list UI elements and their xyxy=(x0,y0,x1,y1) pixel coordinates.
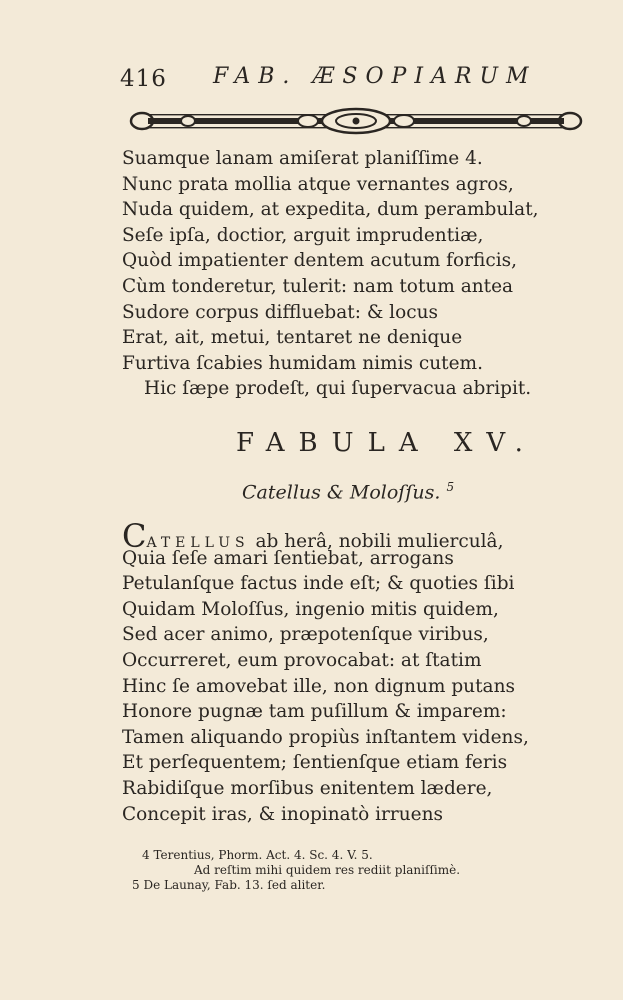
verse-line: Furtiva ſcabies humidam nimis cutem. xyxy=(122,352,483,374)
verse-line: Nunc prata mollia atque vernantes agros, xyxy=(122,173,514,195)
footnote-line: Ad reſtim mihi quidem res rediit planiſſimè. xyxy=(194,863,461,877)
fable-subtitle xyxy=(242,480,454,503)
verse-line: Quòd impatienter dentem acutum forficis, xyxy=(122,250,518,272)
verse-line: Quia ſeſe amari ſentiebat, arrogans xyxy=(122,547,454,569)
verse-line: Petulanſque factus inde eſt; & quoties ſibi xyxy=(122,573,515,595)
page-number: 416 xyxy=(120,66,167,92)
verse-line: Honore pugnæ tam puſillum & imparem: xyxy=(122,701,507,723)
fable-first-line xyxy=(122,517,529,555)
smallcaps-word: ATELLUS xyxy=(146,535,250,551)
verse-line: Tamen aliquando propiùs inſtantem videns, xyxy=(122,726,529,748)
footnote-line: 5 De Launay, Fab. 13. ſed aliter. xyxy=(132,878,326,892)
first-line-rest: ab herâ, nobili mulierculâ, xyxy=(255,531,504,552)
verse-line: Quidam Moloſſus, ingenio mitis quidem, xyxy=(122,598,499,620)
verse-line: Cùm tonderetur, tulerit: nam totum antea xyxy=(122,275,514,297)
footnote-line: 4 Terentius, Phorm. Act. 4. Sc. 4. V. 5. xyxy=(142,848,373,862)
verse-line: Seſe ipſa, doctior, arguit imprudentiæ, xyxy=(122,224,484,246)
verse-line: Sudore corpus diffluebat: & locus xyxy=(122,301,438,323)
fable-verse xyxy=(122,517,529,827)
verse-continued xyxy=(122,146,539,402)
verse-line: Rabidiſque morſibus enitentem lædere, xyxy=(122,777,493,799)
fable-heading: FABULA XV. xyxy=(236,428,537,458)
verse-line: Sed acer animo, præpotenſque viribus, xyxy=(122,624,489,646)
verse-line: Occurreret, eum provocabat: at ſtatim xyxy=(122,649,482,671)
verse-line: Hinc ſe amovebat ille, non dignum putans xyxy=(122,675,515,697)
verse-line: Erat, ait, metui, tentaret ne denique xyxy=(122,327,463,349)
dropcap-letter: C xyxy=(122,517,147,555)
running-title: FAB. ÆSOPIARUM xyxy=(213,64,537,89)
fable-subtitle-text: Catellus & Moloſſus. xyxy=(242,481,441,504)
footnotes xyxy=(132,848,461,893)
footnote-reference: 5 xyxy=(446,480,455,494)
floral-band-ornament-icon xyxy=(128,106,584,136)
verse-line: Concepit iras, & inopinatò irruens xyxy=(122,803,443,825)
verse-line: Suamque lanam amiſerat planiſſime 4. xyxy=(122,148,483,169)
verse-line: Et perſequentem; ſentienſque etiam feris xyxy=(122,752,508,774)
verse-line: Nuda quidem, at expedita, dum perambulat, xyxy=(122,199,539,221)
verse-line: Hic ſæpe prodeſt, qui ſupervacua abripit. xyxy=(144,378,532,400)
